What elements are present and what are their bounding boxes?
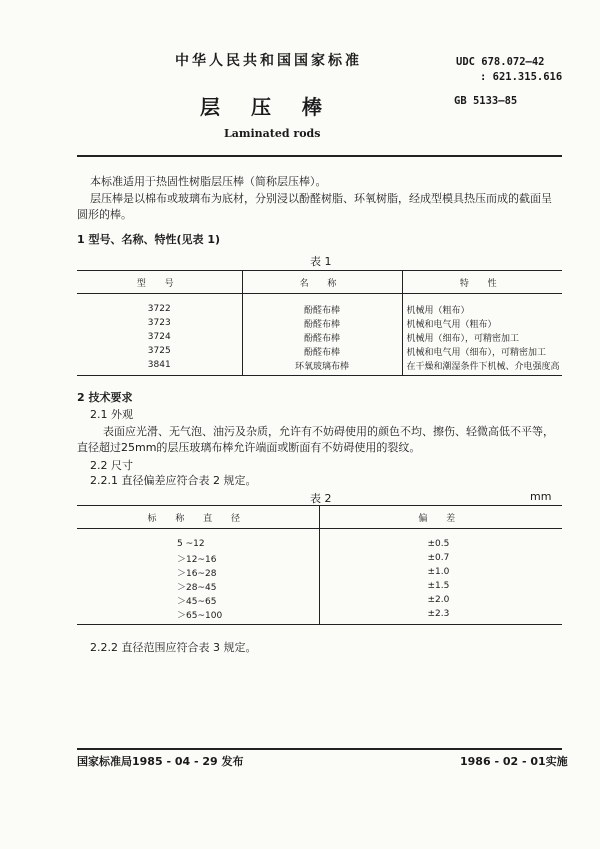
footer-divider [77, 748, 562, 750]
table-cell: ＞16~28 [177, 568, 217, 579]
publication-date: 国家标准局1985 - 04 - 29 发布 [77, 755, 244, 768]
table-row [77, 344, 562, 358]
table-2-caption: 表 2 [310, 492, 332, 505]
table-2-unit: mm [530, 490, 552, 503]
table-row [77, 294, 562, 317]
table-1-caption: 表 1 [310, 255, 332, 268]
table-cell: ＞65~100 [77, 607, 319, 625]
table-cell: 3724 [147, 332, 171, 342]
table-cell: 3725 [147, 346, 171, 356]
table-1-header-name: 名 称 [242, 271, 402, 294]
table-cell: 机械和电气用（细布），可精密加工 [402, 344, 562, 358]
table-cell: ±1.5 [319, 579, 562, 593]
section-2-2-2-text: 2.2.2 直径范围应符合表 3 规定。 [90, 641, 257, 654]
table-cell: 机械和电气用（粗布） [402, 316, 562, 330]
table-cell: 酚醛布棒 [242, 316, 402, 330]
table-cell: 环氧玻璃布棒 [242, 358, 402, 376]
issuing-country-header: 中华人民共和国国家标准 [175, 53, 362, 69]
implementation-date: 1986 - 02 - 01实施 [460, 755, 568, 768]
table-cell: ±0.7 [319, 551, 562, 565]
table-cell: ＞28~45 [177, 582, 217, 593]
table-cell: 机械用（粗布） [402, 294, 562, 317]
section-2-heading: 2 技术要求 [77, 391, 133, 404]
table-cell: ±0.5 [319, 529, 562, 552]
section-1-heading: 1 型号、名称、特性(见表 1) [77, 233, 221, 246]
document-title: 层 压 棒 [200, 95, 334, 119]
table-2-header-nominal-diameter: 标 称 直 径 [77, 506, 319, 529]
table-2 [77, 505, 562, 625]
table-row [77, 593, 562, 607]
section-2-2-1-text: 2.2.1 直径偏差应符合表 2 规定。 [90, 474, 257, 487]
table-2-header-deviation: 偏 差 [319, 506, 562, 529]
udc-code-line1: UDC 678.072—42 [456, 56, 545, 68]
table-cell: 3723 [147, 318, 171, 328]
section-2-2-heading: 2.2 尺寸 [90, 459, 133, 472]
udc-code-line2: : 621.315.616 [480, 71, 563, 83]
table-row [77, 579, 562, 593]
table-row [77, 551, 562, 565]
gb-standard-number: GB 5133—85 [454, 95, 518, 107]
table-cell: 3841 [77, 358, 242, 376]
table-row [77, 330, 562, 344]
table-cell: ＞45~65 [177, 596, 217, 607]
table-1-header-model: 型 号 [77, 271, 242, 294]
table-cell: ＞12~16 [177, 554, 217, 565]
table-row [77, 607, 562, 625]
table-cell: ±1.0 [319, 565, 562, 579]
table-1-header-property: 特 性 [402, 271, 562, 294]
table-row [77, 316, 562, 330]
table-cell: 酚醛布棒 [242, 294, 402, 317]
table-cell: 酚醛布棒 [242, 344, 402, 358]
table-cell: 酚醛布棒 [242, 330, 402, 344]
header-divider [77, 155, 562, 157]
section-2-1-text: 表面应光滑、无气泡、油污及杂质，允许有不妨碍使用的颜色不均、擦伤、轻微高低不平等，直径超过25mm的层压玻璃布棒允许端面或断面有不妨碍使用的裂纹。 [77, 425, 554, 454]
table-row [77, 529, 562, 552]
table-cell: 在干燥和潮湿条件下机械、介电强度高 [402, 358, 562, 376]
table-cell: ±2.0 [319, 593, 562, 607]
table-cell: 3722 [147, 304, 171, 314]
table-1 [77, 270, 562, 376]
intro-paragraph-1: 本标准适用于热固性树脂层压棒（简称层压棒）。 [90, 175, 327, 188]
section-2-1-heading: 2.1 外观 [90, 408, 133, 421]
table-cell: ±2.3 [319, 607, 562, 625]
table-row [77, 565, 562, 579]
table-row [77, 358, 562, 376]
document-subtitle: Laminated rods [224, 127, 321, 140]
table-cell: 5 ~12 [177, 539, 205, 549]
table-cell: 机械用（细布），可精密加工 [402, 330, 562, 344]
intro-paragraph-2: 层压棒是以棉布或玻璃布为底材，分别浸以酚醛树脂、环氧树脂，经成型模具热压而成的截面呈圆形的棒。 [77, 192, 552, 221]
